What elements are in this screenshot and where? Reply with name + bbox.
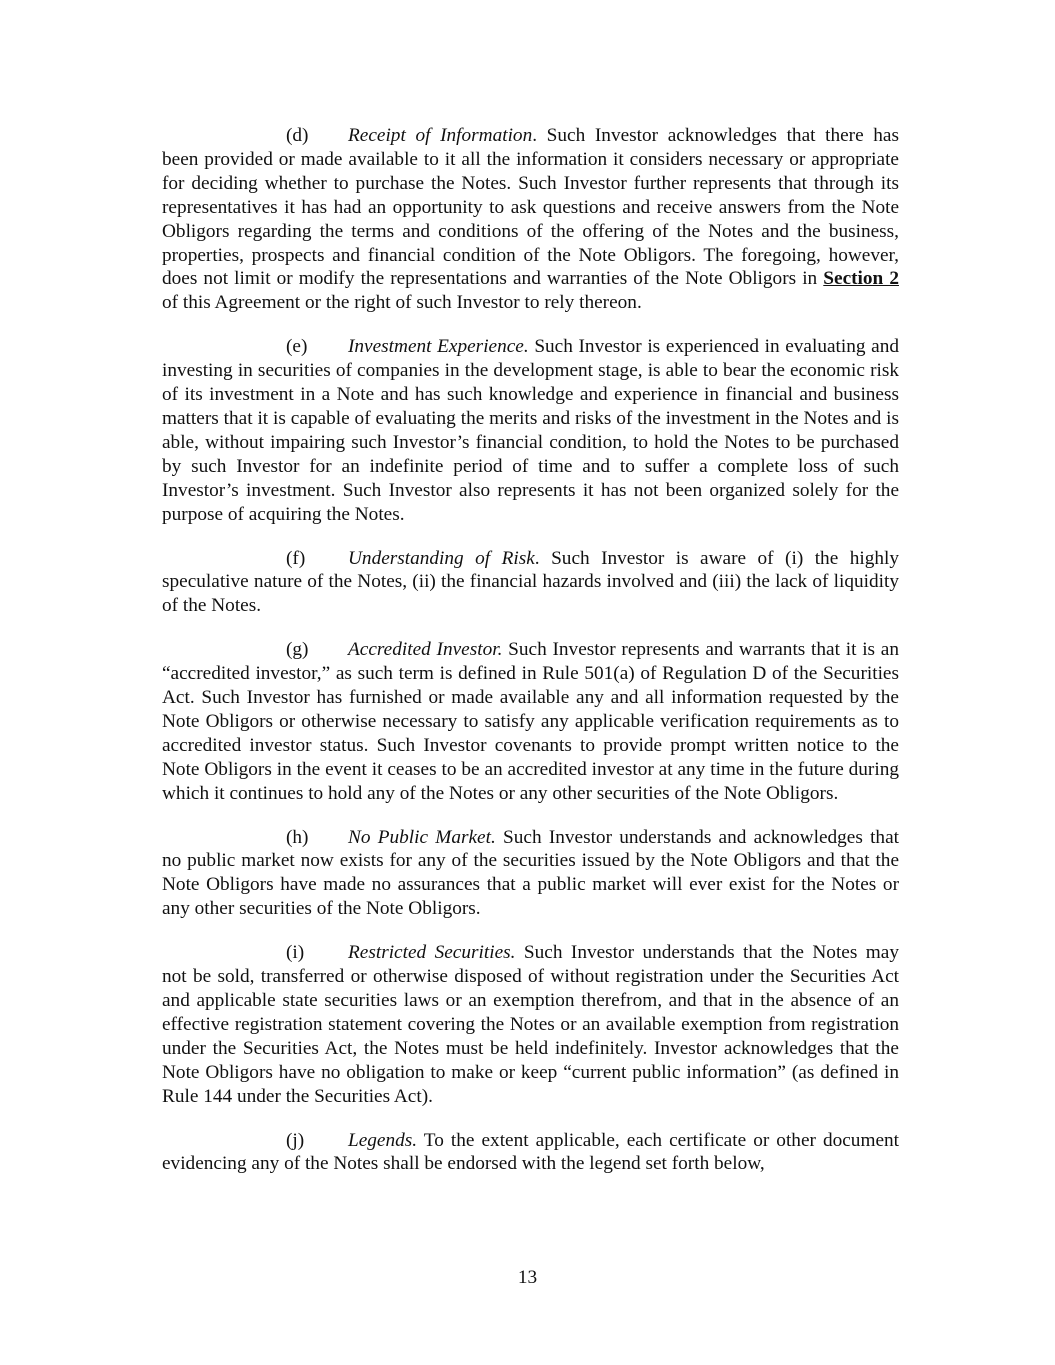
page-number: 13	[517, 1267, 538, 1288]
paragraph-number: (j)	[286, 1129, 305, 1151]
paragraph-text: Such Investor represents and warrants that it is an “accredited investor,” as such term is defined in Rule 501(a) of Regulation D of the Securities Act. Such Investor has furnished or made available any and all information requested by the Note Obligors or otherwise necessary to satisfy any applicable verification requirements as to accredited investor status. Such Investor covenants to provide prompt written notice to the Note Obligors in the event it ceases to be an accredited investor at any time in the future during which it continues to hold any of the Notes or any other securities of the Note Obligors.	[162, 639, 899, 804]
paragraph-heading: Legends.	[348, 1129, 418, 1151]
paragraph-number: (d)	[286, 125, 309, 146]
paragraph-heading: Understanding of Risk	[348, 547, 535, 569]
paragraph-number: (i)	[286, 942, 305, 964]
paragraph-text: Such Investor is aware of (i) the highly speculative nature of the Notes, (ii) the financial hazards involved and (iii) the lack of liquidity of the Notes.	[162, 547, 899, 617]
paragraph-text-continued: of this Agreement or the right of such Investor to rely thereon.	[162, 292, 642, 314]
paragraph-heading: Receipt of Information	[348, 125, 533, 146]
paragraph-text: Such Investor is experienced in evaluating and investing in securities of companies in the development stage, is able to bear the economic risk of its investment in a Note and has such knowledge and experience in financial and business matters that it is capable of evaluating the merits and risks of the investment in the Notes and is able, without impairing such Investor’s financial condition, to hold the Notes to be purchased by such Investor for an indefinite period of time and to suffer a complete loss of such Investor’s investment. Such Investor also represents it has not been organized solely for the purpose of acquiring the Notes.	[162, 336, 899, 525]
heading-punctuation: .	[532, 125, 538, 146]
paragraph-i	[162, 941, 899, 1108]
paragraph-number: (g)	[286, 639, 309, 661]
paragraph-d	[162, 124, 899, 315]
heading-punctuation: .	[534, 547, 540, 569]
paragraph-g	[162, 638, 899, 805]
paragraph-text: Such Investor understands that the Notes may not be sold, transferred or otherwise disposed of without registration under the Securities Act and applicable state securities laws or an exemption therefrom, and that in the absence of an effective registration statement covering the Notes or an available exemption from registration under the Securities Act, the Notes must be held indefinitely. Investor acknowledges that the Note Obligors have no obligation to make or keep “current public information” (as defined in Rule 144 under the Securities Act).	[162, 942, 899, 1107]
paragraph-number: (h)	[286, 826, 309, 848]
paragraph-text: To the extent applicable, each certificate or other document evidencing any of the Notes shall be endorsed with the legend set forth below,	[162, 1129, 899, 1175]
paragraph-text: Such Investor acknowledges that there has been provided or made available to it all the information it considers necessary or appropriate for deciding whether to purchase the Notes. Such Investor further represents that through its representatives it has had an opportunity to ask questions and receive answers from the Note Obligors regarding the terms and conditions of the offering of the Notes and the business, properties, prospects and financial condition of the Note Obligors. The foregoing, however, does not limit or modify the representations and warranties of the Note Obligors in	[162, 125, 899, 290]
document-page	[162, 124, 899, 1196]
paragraph-number: (e)	[286, 336, 308, 358]
paragraph-heading: Accredited Investor.	[348, 639, 503, 661]
paragraph-text: Such Investor understands and acknowledges that no public market now exists for any of the securities issued by the Note Obligors and that the Note Obligors have made no assurances that a public market will ever exist for the Notes or any other securities of the Note Obligors.	[162, 826, 899, 920]
paragraph-h	[162, 826, 899, 922]
paragraph-heading: Investment Experience.	[348, 336, 529, 358]
section-reference: Section 2	[823, 268, 899, 290]
paragraph-e	[162, 335, 899, 526]
paragraph-heading: Restricted Securities.	[348, 942, 516, 964]
paragraph-heading: No Public Market.	[348, 826, 496, 848]
paragraph-f	[162, 547, 899, 619]
paragraph-number: (f)	[286, 547, 306, 569]
paragraph-j	[162, 1129, 899, 1177]
